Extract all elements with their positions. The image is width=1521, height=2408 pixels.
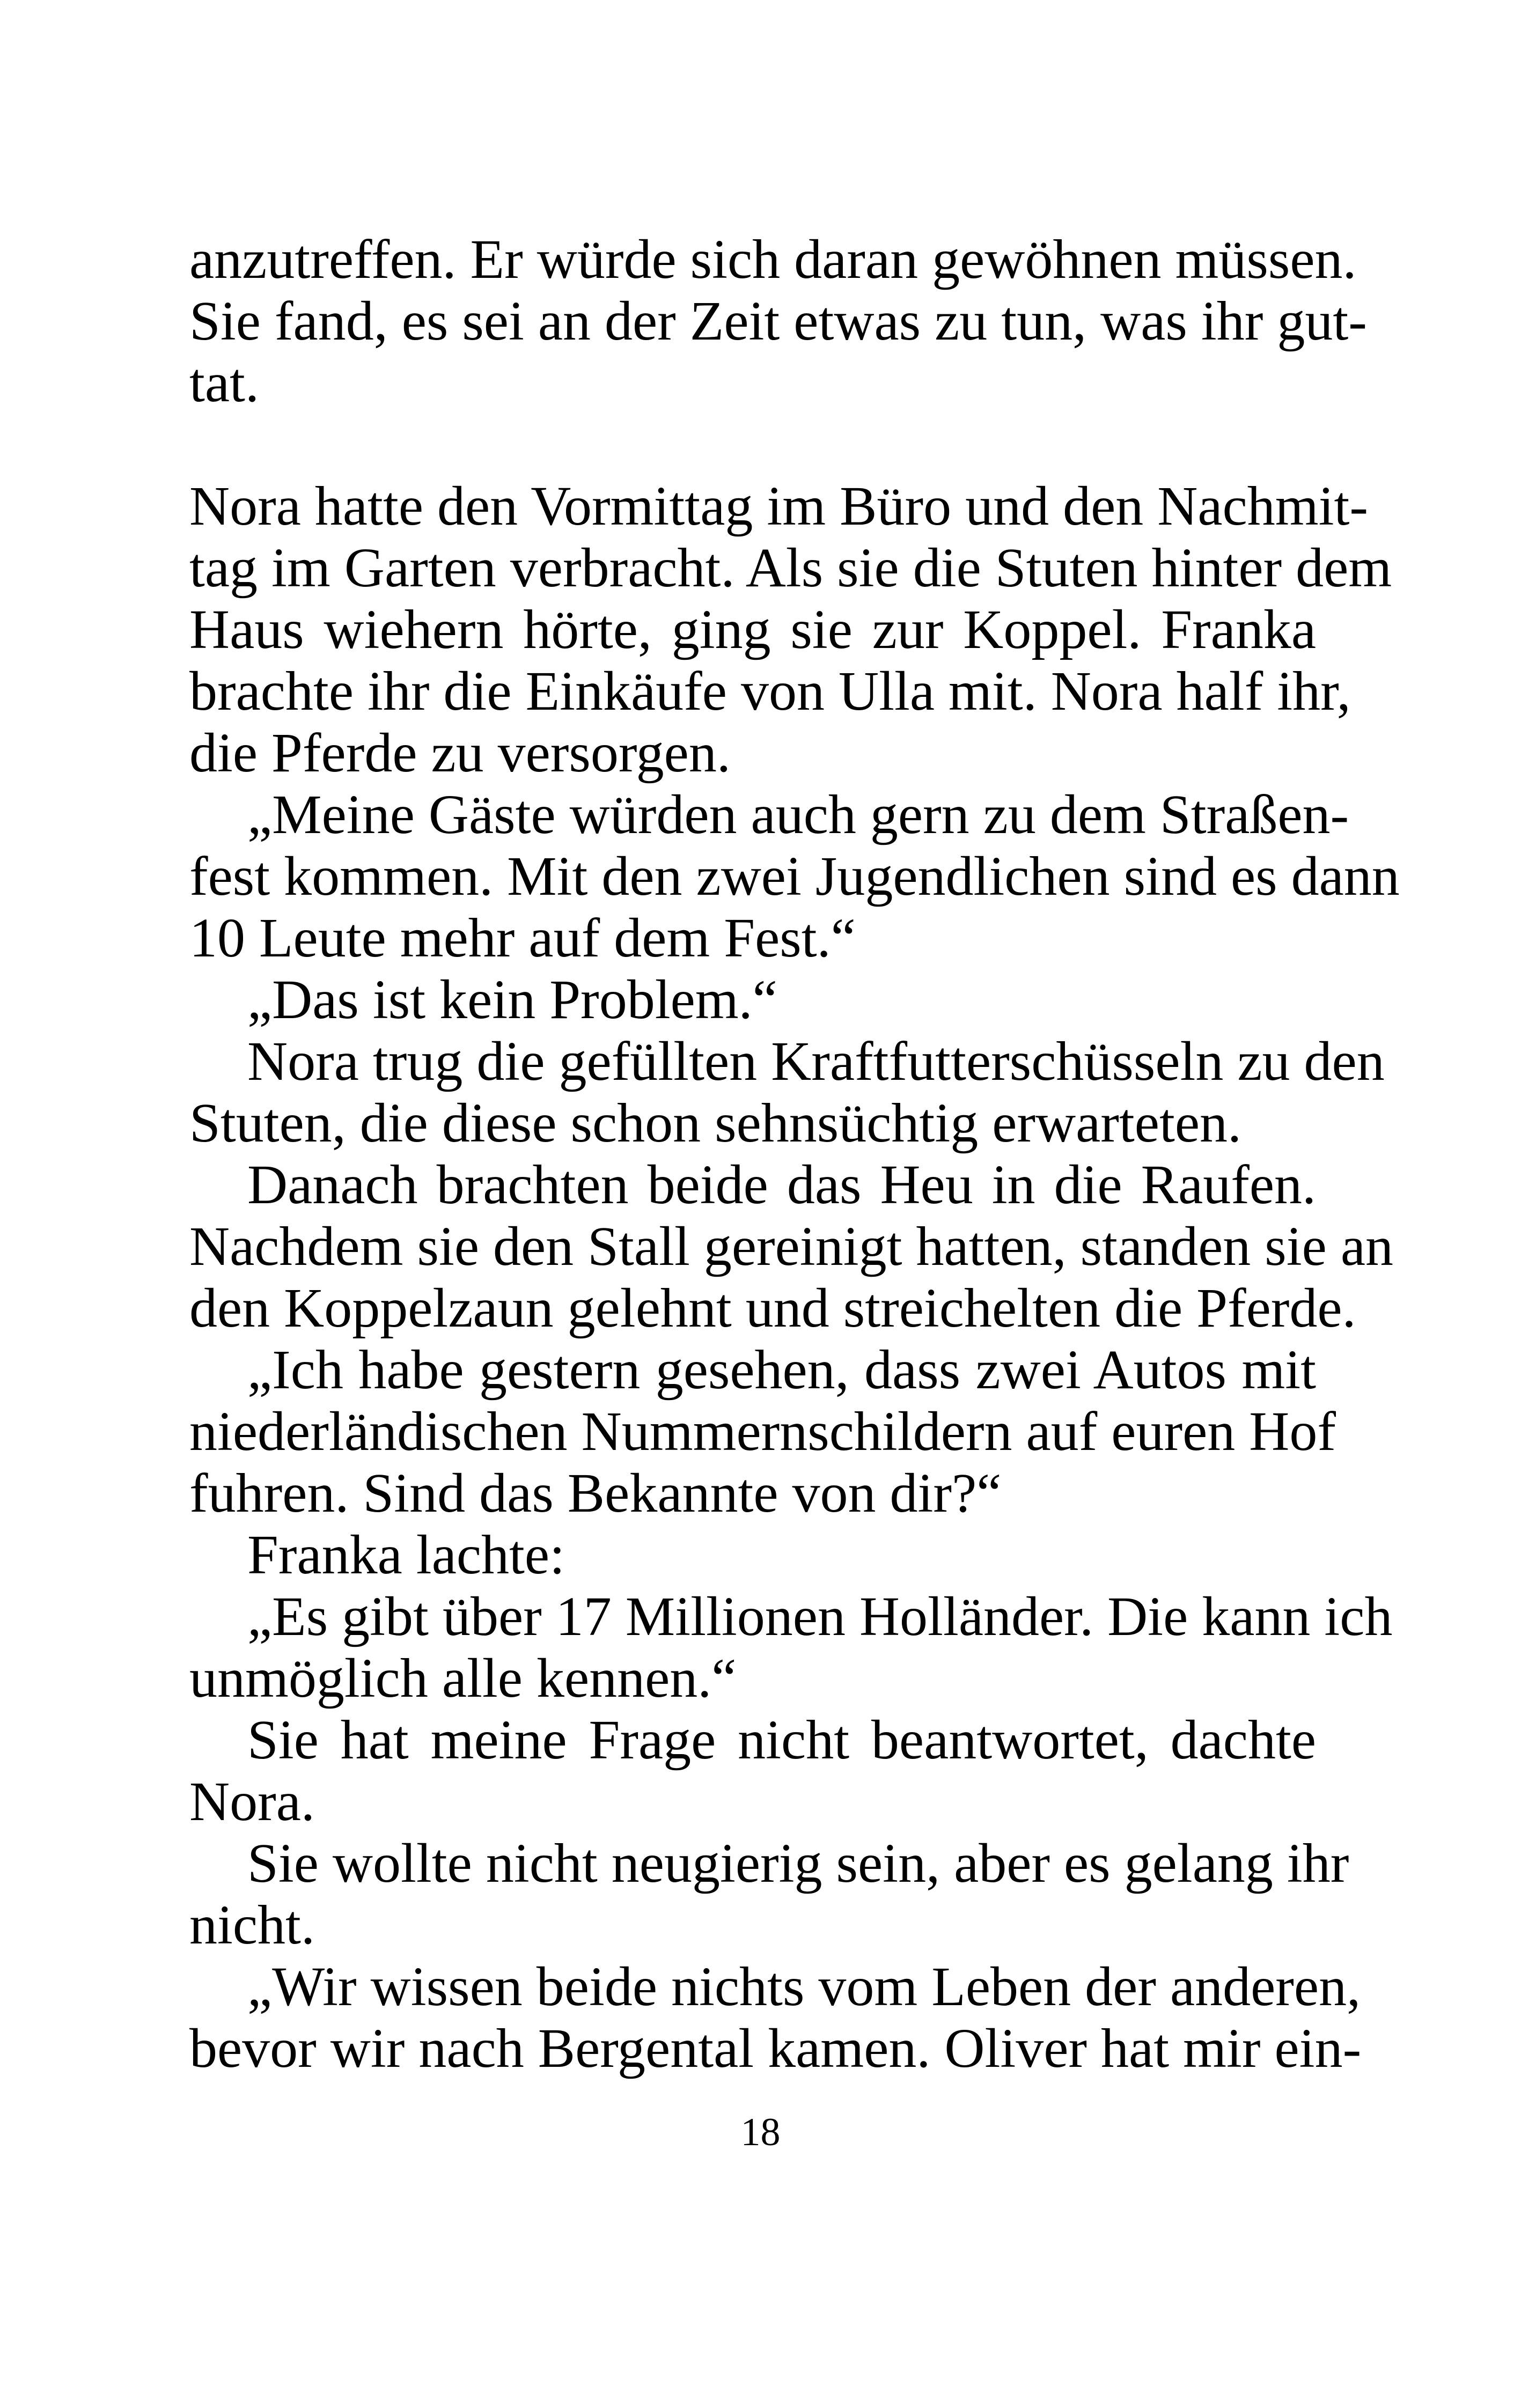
text-line: Sie wollte nicht neugierig sein, aber es gelang ihr bbox=[247, 1832, 1349, 1894]
text-line: den Koppelzaun gelehnt und streichelten die Pferde. bbox=[189, 1277, 1356, 1339]
text-line: „Es gibt über 17 Millionen Holländer. Die kann ich bbox=[247, 1586, 1393, 1647]
text-line: niederländischen Nummernschildern auf euren Hof bbox=[189, 1401, 1336, 1462]
paragraph-gap bbox=[189, 414, 1316, 475]
text-line: tat. bbox=[189, 352, 259, 414]
text-line: 10 Leute mehr auf dem Fest.“ bbox=[189, 907, 856, 969]
text-line: Nora. bbox=[189, 1771, 315, 1832]
text-line: Sie fand, es sei an der Zeit etwas zu tun, was ihr gut- bbox=[189, 290, 1367, 352]
text-line: „Das ist kein Problem.“ bbox=[247, 969, 777, 1030]
text-line: nicht. bbox=[189, 1894, 315, 1956]
text-line: „Meine Gäste würden auch gern zu dem Straßen- bbox=[247, 784, 1349, 845]
text-line: Nachdem sie den Stall gereinigt hatten, standen sie an bbox=[189, 1216, 1393, 1277]
page-number: 18 bbox=[740, 2110, 781, 2154]
text-line: die Pferde zu versorgen. bbox=[189, 722, 731, 784]
body-text bbox=[189, 229, 1400, 2079]
text-line: unmöglich alle kennen.“ bbox=[189, 1647, 737, 1709]
text-line: Stuten, die diese schon sehnsüchtig erwarteten. bbox=[189, 1092, 1242, 1154]
text-line: brachte ihr die Einkäufe von Ulla mit. Nora half ihr, bbox=[189, 660, 1351, 722]
text-line: anzutreffen. Er würde sich daran gewöhnen müssen. bbox=[189, 229, 1357, 290]
text-line: fuhren. Sind das Bekannte von dir?“ bbox=[189, 1462, 1002, 1524]
text-line: fest kommen. Mit den zwei Jugendlichen sind es dann bbox=[189, 845, 1400, 907]
text-line: Nora hatte den Vormittag im Büro und den Nachmit- bbox=[189, 475, 1369, 537]
text-line: bevor wir nach Bergental kamen. Oliver hat mir ein- bbox=[189, 2017, 1362, 2079]
text-line: „Wir wissen beide nichts vom Leben der anderen, bbox=[247, 1956, 1361, 2017]
text-line: tag im Garten verbracht. Als sie die Stuten hinter dem bbox=[189, 537, 1392, 599]
text-line: Franka lachte: bbox=[247, 1524, 565, 1586]
text-line: Nora trug die gefüllten Kraftfutterschüsseln zu den bbox=[247, 1030, 1385, 1092]
text-line: Danach brachten beide das Heu in die Raufen. bbox=[247, 1154, 1316, 1216]
text-line: „Ich habe gestern gesehen, dass zwei Autos mit bbox=[247, 1339, 1316, 1401]
text-line: Haus wiehern hörte, ging sie zur Koppel. Franka bbox=[189, 599, 1316, 660]
text-line: Sie hat meine Frage nicht beantwortet, dachte bbox=[247, 1709, 1316, 1771]
